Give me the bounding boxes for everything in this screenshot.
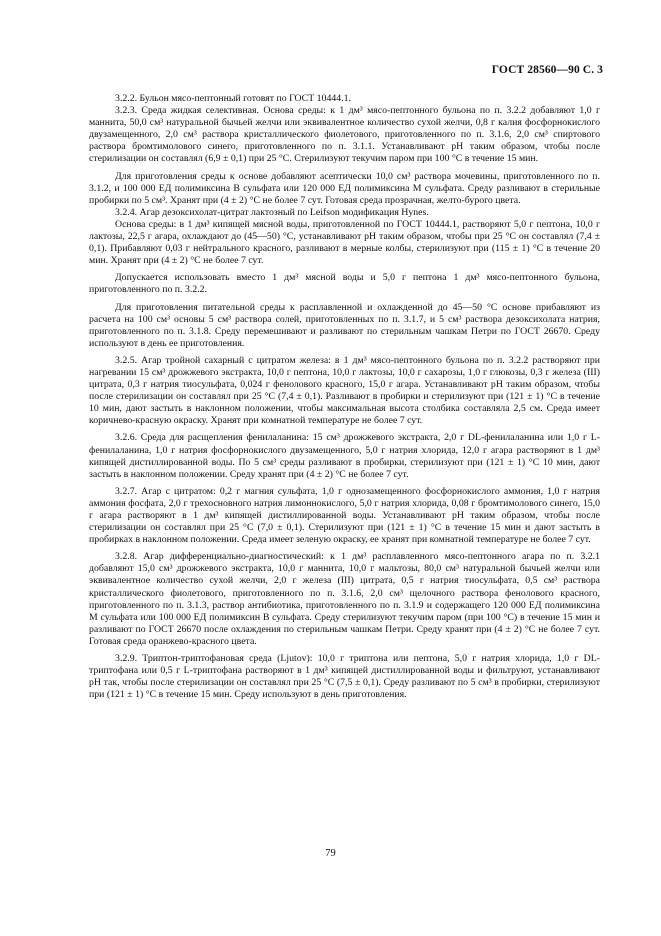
paragraph-3-2-4-preparation: Для приготовления питательной среды к расплавленной и охлажденной до 45—50 °С основе прибавляют из расчета на 100 см³ основы 5 см³ раствора солей, приготовленных по п. 3.1.7, и 5 см³ раствора дезоксихолата натрия, приготовленного по п. 3.1.8. Среду перемешивают и разливают по стерильным чашкам Петри по ГОСТ 26670. Среду используют в день ее приготовления. [89, 301, 600, 349]
paragraph-3-2-5: 3.2.5. Агар тройной сахарный с цитратом железа: в 1 дм³ мясо-пептонного бульона по п. 3.2.2 растворяют при нагревании 15 см³ дрожжевого экстракта, 10,0 г пептона, 10,0 г лактозы, 10,0 г сахарозы, 1,0 г глюкозы, 0,3 г железа (III) цитрата, 0,3 г натрия тиосульфата, 0,024 г фенолового красного, 15,0 г агара. Устанавливают pH таким образом, чтобы после стерилизации он составлял при 25 °С (7,4 ± 0,1). Разливают в пробирки и стерилизуют при (121 ± 1) °С в течение 10 мин, дают застыть в наклонном положении, чтобы максимальная высота столбика составляла 2,5 см. Среда имеет коричнево-красную окраску. Хранят при комнатной температуре не более 7 сут. [89, 354, 600, 427]
paragraph-3-2-9: 3.2.9. Триптон-триптофановая среда (Ljutov): 10,0 г триптона или пептона, 5,0 г натрия хлорида, 1,0 г DL-триптофана или 0,5 г L-триптофана растворяют в 1 дм³ кипящей дистиллированной воды и фильтруют, устанавливают pH так, чтобы после стерилизации он составлял при 25 °С (7,5 ± 0,1). Среду разливают по 5 см³ в пробирки, стерилизуют при (121 ± 1) °С в течение 15 мин. Среду используют в день приготовления. [89, 653, 600, 701]
document-body [89, 93, 600, 701]
paragraph-3-2-4: 3.2.4. Агар дезоксихолат-цитрат лактозный по Leifson модификация Hynes. [115, 206, 429, 218]
paragraph-3-2-4-base: Основа среды: в 1 дм³ кипящей мясной воды, приготовленной по ГОСТ 10444.1, растворяют 5,0 г пептона, 10,0 г лактозы, 22,5 г агара, охлаждают до (45—50) °С, устанавливают pH таким образом, чтобы при 25 °С он составлял (7,4 ± 0,1). Прибавляют 0,03 г нейтрального красного, разливают в мерные колбы, стерилизуют при (115 ± 1) °С в течение 20 мин. Хранят при (4 ± 2) °С не более 7 сут. [89, 218, 600, 267]
paragraph-3-2-8: 3.2.8. Агар дифференциально-диагностический: к 1 дм³ расплавленного мясо-пептонного агара по п. 3.2.1 добавляют 15,0 см³ дрожжевого экстракта, 10,0 г маннита, 10,0 г мальтозы, 80,0 см³ натуральной бычьей желчи или эквивалентное количество сухой желчи, 2,0 г железа (III) цитрата, 0,5 г натрия тиосульфата, 0,5 см³ раствора кристаллического фиолетового, приготовленного по п. 3.1.6, 2,0 см³ щелочного раствора фенолового красного, приготовленного по п. 3.1.3, раствор антибиотика, приготовленного по п. 3.1.9 и содержащего 120 000 ЕД полимиксина М сульфата или 100 000 ЕД полимиксин В сульфата. Среду стерилизуют текучим паром (при 100 °С) в течение 15 мин и разливают по ГОСТ 26670 после охлаждения по стерильным чашкам Петри. Среду хранят при (4 ± 2) °С не более 7 сут. Готовая среда оранжево-красного цвета. [89, 551, 600, 647]
paragraph-3-2-3: 3.2.3. Среда жидкая селективная. Основа среды: к 1 дм³ мясо-пептонного бульона по п. 3.2.2 добавляют 1,0 г маннита, 50,0 см³ натуральной бычьей желчи или эквивалентное количество сухой желчи, 0,8 г калия фосфорнокислого двузамещенного, 2,0 см³ раствора кристаллического фиолетового, приготовленного по п. 3.1.6, 2,0 см³ спиртового раствора бромтимолового синего, приготовленного по п. 3.1.1. Устанавливают pH таким образом, чтобы после стерилизации он составлял (6,9 ± 0,1) при 25 °С. Стерилизуют текучим паром при 100 °С в течение 15 мин. [89, 105, 600, 165]
paragraph-3-2-3-preparation: Для приготовления среды к основе добавляют асептически 10,0 см³ раствора мочевины, приготовленного по п. 3.1.2, и 100 000 ЕД полимиксина В сульфата или 120 000 ЕД полимиксина М сульфата. Среду разливают в стерильные пробирки по 5 см³. Хранят при (4 ± 2) °С не более 7 сут. Готовая среда прозрачная, желто-бурого цвета. [89, 170, 600, 206]
paragraph-3-2-6: 3.2.6. Среда для расщепления фенилаланина: 15 см³ дрожжевого экстракта, 2,0 г DL-фенилаланина или 1,0 г L-фенилаланина, 1,0 г натрия фосфорнокислого двузамещенного, 5,0 г натрия хлорида, 12,0 г агара растворяют в 1 дм³ кипящей дистиллированной воды. По 5 см³ среды разливают в пробирки, стерилизуют при (121 ± 1) °С 10 мин, дают застыть в наклонном положении. Среду хранят при (4 ± 2) °С не более 7 сут. [89, 432, 600, 480]
paragraph-3-2-4-substitution: Допускается использовать вместо 1 дм³ мясной воды и 5,0 г пептона 1 дм³ мясо-пептонного бульона, приготовленного по п. 3.2.2. [89, 272, 600, 296]
page-header: ГОСТ 28560—90 С. 3 [491, 64, 603, 76]
paragraph-3-2-7: 3.2.7. Агар с цитратом: 0,2 г магния сульфата, 1,0 г однозамещенного фосфорнокислого аммония, 1,0 г натрия аммония фосфата, 2,0 г трехосновного натрия лимоннокислого, 5,0 г натрия хлорида, 0,08 г бромтимолового синего, 15,0 г агара растворяют в 1 дм³ кипящей дистиллированной воды. Устанавливают pH таким образом, чтобы после стерилизации он составлял при 25 °С (7,0 ± 0,1). Стерилизуют при (121 ± 1) °С в течение 15 мин и дают застыть в пробирках в наклонном положении. Среда имеет зеленую окраску, ее хранят при комнатной температуре не более 7 сут. [89, 485, 600, 546]
page-number: 79 [325, 848, 336, 859]
paragraph-3-2-2: 3.2.2. Бульон мясо-пептонный готовят по ГОСТ 10444.1. [115, 93, 351, 104]
